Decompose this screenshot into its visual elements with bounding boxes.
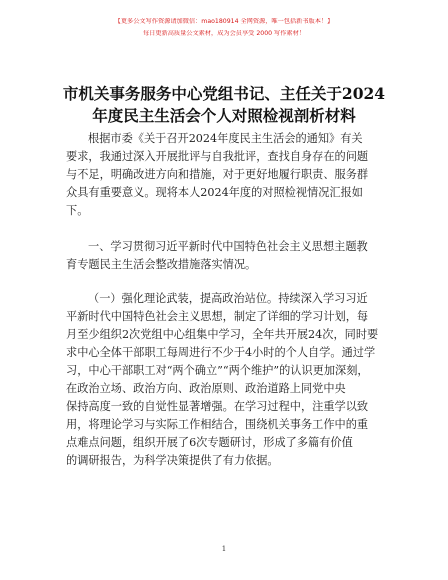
body-line-4: 众具有重要意义。现将本人2024年度的对照检视情况汇报如 [66,186,363,199]
page-number: 1 [221,545,227,553]
body-line-15: 用，将理论学习与实际工作相结合，围绕机关事务工作中的重 [66,418,369,431]
body-line-12: 习，中心干部职工对“两个确立”“两个维护”的认识更加深刻， [66,364,369,377]
section-heading-line-1: 一、学习贯彻习近平新时代中国特色社会主义思想主题教 [88,240,368,253]
body-line-14: 保持高度一致的自觉性显著增强。在学习过程中，注重学以致 [66,400,369,413]
body-line-9: 平新时代中国特色社会主义思想，制定了详细的学习计划，每 [66,310,369,323]
promo-banner-line-2: 每日更新高质量公文素材，成为会员享受 2000 写作素材！ [143,30,305,37]
body-line-3: 与不足，明确改进方向和措施，对于更好地履行职责、服务群 [66,168,369,181]
body-line-17: 的调研报告，为科学决策提供了有力依据。 [66,454,279,467]
body-line-16: 点难点问题，组织开展了6次专题研讨，形成了多篇有价值 [66,436,353,449]
body-line-13: 在政治立场、政治方向、政治原则、政治道路上同党中央 [66,382,346,395]
body-line-10: 月至少组织2次党组中心组集中学习，全年共开展24次，同时要 [66,328,379,341]
body-line-1: 根据市委《关于召开2024年度民主生活会的通知》有关 [88,132,363,145]
body-line-8: （一）强化理论武装，提高政治站位。持续深入学习习近 [88,292,368,305]
promo-banner-line-1: 【更多公文写作资源请加微信：mao180914 全网资源，唯一包括新书版本！】 [114,18,334,25]
body-line-11: 求中心全体干部职工每周进行不少于4小时的个人自学。通过学 [66,346,376,359]
document-title-line-2: 年度民主生活会个人对照检视剖析材料 [92,106,356,125]
body-line-2: 要求，我通过深入开展批评与自我批评，查找自身存在的问题 [66,150,369,163]
body-line-5: 下。 [66,204,89,217]
section-heading-line-2: 育专题民主生活会整改措施落实情况。 [66,258,257,271]
document-title-line-1: 市机关事务服务中心党组书记、主任关于2024 [62,84,386,103]
